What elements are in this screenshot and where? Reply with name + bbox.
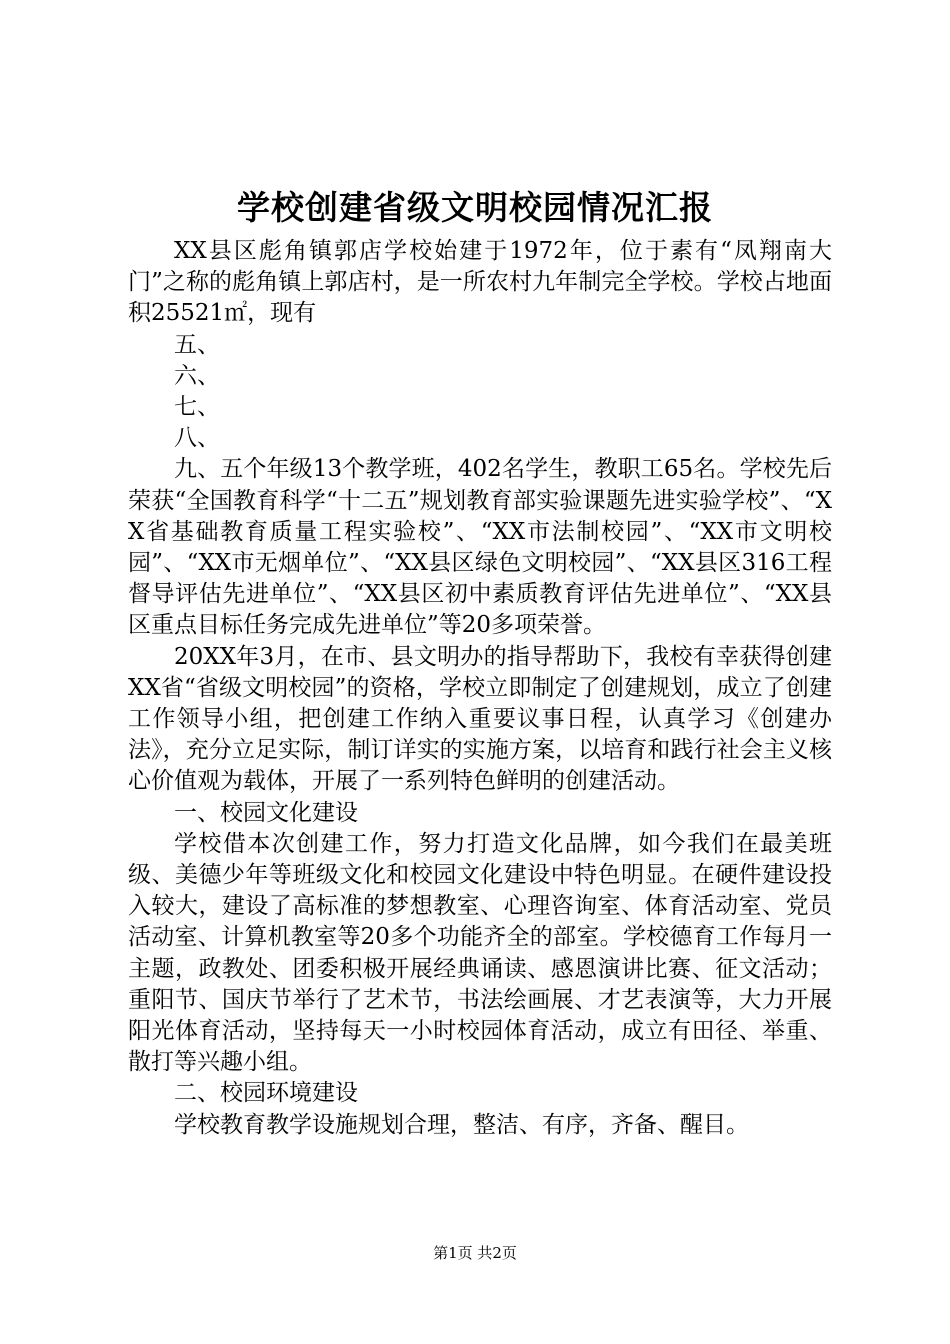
paragraph: 九、五个年级13个教学班，402名学生，教职工65名。学校先后荣获“全国教育科学“十二五”规划教育部实验课题先进实验学校”、“XX省基础教育质量工程实验校”、“XX市法制校园”、“XX市文明校园”、“XX市无烟单位”、“XX县区绿色文明校园”、“XX县区316工程督导评估先进单位”、“XX县区初中素质教育评估先进单位”、“XX县区重点目标任务完成先进单位”等20多项荣誉。 <box>128 456 832 639</box>
paragraph: 学校借本次创建工作，努力打造文化品牌，如今我们在最美班级、美德少年等班级文化和校园文化建设中特色明显。在硬件建设投入较大，建设了高标准的梦想教室、心理咨询室、体育活动室、党员活动室、计算机教室等20多个功能齐全的部室。学校德育工作每月一主题，政教处、团委积极开展经典诵读、感恩演讲比赛、征文活动；重阳节、国庆节举行了艺术节，书法绘画展、才艺表演等，大力开展阳光体育活动，坚持每天一小时校园体育活动，成立有田径、举重、散打等兴趣小组。 <box>128 830 832 1076</box>
section-heading: 一、校园文化建设 <box>174 799 358 826</box>
section-heading: 二、校园环境建设 <box>174 1080 358 1107</box>
paragraph: 五、 <box>174 331 220 358</box>
paragraph: 20XX年3月，在市、县文明办的指导帮助下，我校有幸获得创建XX省“省级文明校园”的资格，学校立即制定了创建规划，成立了创建工作领导小组，把创建工作纳入重要议事日程，认真学习《创建办法》，充分立足实际，制订详实的实施方案，以培育和践行社会主义核心价值观为载体，开展了一系列特色鲜明的创建活动。 <box>128 643 832 795</box>
paragraph: XX县区彪角镇郭店学校始建于1972年，位于素有“凤翔南大门”之称的彪角镇上郭店村，是一所农村九年制完全学校。学校占地面积25521㎡，现有 <box>128 238 832 327</box>
paragraph: 六、 <box>174 362 220 389</box>
page-footer: 第1页 共2页 <box>433 1244 517 1262</box>
document-title: 学校创建省级文明校园情况汇报 <box>237 188 713 227</box>
document-body <box>128 236 832 1141</box>
paragraph: 学校教育教学设施规划合理，整洁、有序，齐备、醒目。 <box>174 1111 749 1138</box>
paragraph: 八、 <box>174 425 220 452</box>
paragraph: 七、 <box>174 394 220 421</box>
